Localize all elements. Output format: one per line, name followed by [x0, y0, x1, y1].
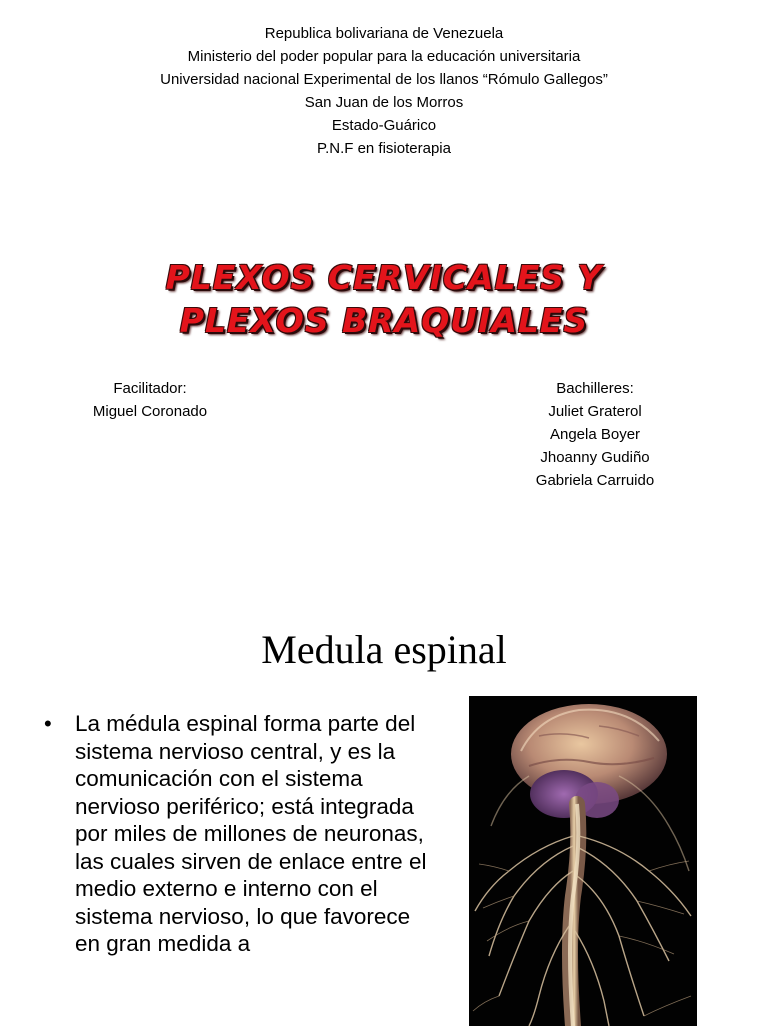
facilitator-label: Facilitador:: [113, 380, 187, 397]
header-line: Republica bolivariana de Venezuela: [264, 25, 504, 42]
title-line: PLEXOS CERVICALES Y: [165, 258, 603, 297]
header-line: P.N.F en fisioterapia: [317, 140, 451, 157]
students-label: Bachilleres:: [556, 380, 634, 397]
facilitator-name: Miguel Coronado: [92, 403, 208, 420]
bullet-text: La médula espinal forma parte del sistema nervioso central, y es la comunicación con el sistema nervioso periférico; está integrada por miles de millones de neuronas, las cuales sirven de enlace entre el medio externo e interno con el sistema nervioso, lo que favorece en gran medida a: [75, 711, 427, 956]
bullet-icon: •: [44, 711, 52, 736]
nervous-system-image: [469, 696, 697, 1026]
students-block: [500, 377, 690, 492]
institution-header: [0, 22, 768, 160]
header-line: Universidad nacional Experimental de los llanos “Rómulo Gallegos”: [160, 71, 608, 88]
header-line: San Juan de los Morros: [304, 94, 464, 111]
student-name: Jhoanny Gudiño: [540, 449, 650, 466]
content-slide: [0, 580, 768, 1024]
facilitator-block: [70, 377, 230, 423]
student-name: Angela Boyer: [549, 426, 641, 443]
nervous-system-illustration-icon: [469, 696, 697, 1026]
title-line: PLEXOS BRAQUIALES: [179, 301, 589, 340]
slide-title: Medula espinal: [261, 627, 507, 672]
student-name: Juliet Graterol: [548, 403, 642, 420]
cover-title: [0, 256, 768, 342]
header-line: Estado-Guárico: [331, 117, 437, 134]
header-line: Ministerio del poder popular para la educación universitaria: [187, 48, 581, 65]
student-name: Gabriela Carruido: [535, 472, 655, 489]
